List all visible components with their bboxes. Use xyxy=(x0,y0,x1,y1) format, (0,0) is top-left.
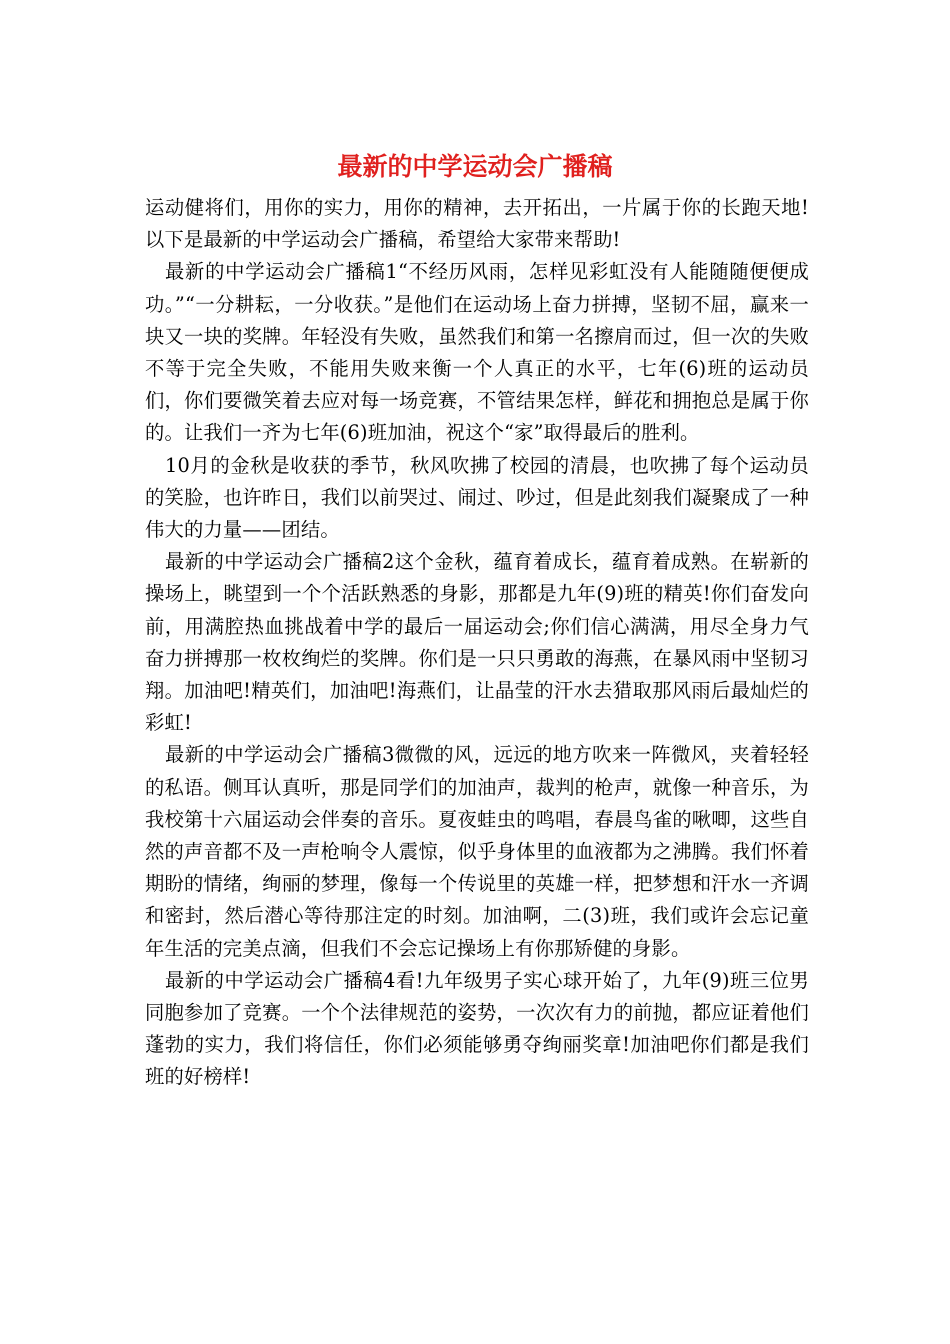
paragraph-broadcast-2: 最新的中学运动会广播稿2这个金秋，蕴育着成长，蕴育着成熟。在崭新的操场上，眺望到一个个活跃熟悉的身影，那都是九年(9)班的精英!你们奋发向前，用满腔热血挑战着中学的最后一届运动会;你们信心满满，用尽全身力气奋力拼搏那一枚枚绚烂的奖牌。你们是一只只勇敢的海燕，在暴风雨中坚韧习翔。加油吧!精英们，加油吧!海燕们，让晶莹的汗水去猎取那风雨后最灿烂的彩虹! xyxy=(145,550,809,735)
document-title: 最新的中学运动会广播稿 xyxy=(337,152,613,181)
paragraph-broadcast-1: 最新的中学运动会广播稿1“不经历风雨，怎样见彩虹没有人能随随便便成功。”“一分耕耘，一分收获。”是他们在运动场上奋力拼搏，坚韧不屈，赢来一块又一块的奖牌。年轻没有失败，虽然我们和第一名擦肩而过，但一次的失败不等于完全失败，不能用失败来衡一个人真正的水平，七年(6)班的运动员们，你们要微笑着去应对每一场竞赛，不管结果怎样，鲜花和拥抱总是属于你的。让我们一齐为七年(6)班加油，祝这个“家”取得最后的胜利。 xyxy=(145,260,809,445)
paragraph-autumn: 10月的金秋是收获的季节，秋风吹拂了校园的清晨，也吹拂了每个运动员的笑脸，也许昨日，我们以前哭过、闹过、吵过，但是此刻我们凝聚成了一种伟大的力量——团结。 xyxy=(145,453,809,542)
paragraph-broadcast-3: 最新的中学运动会广播稿3微微的风，远远的地方吹来一阵微风，夹着轻轻的私语。侧耳认真听，那是同学们的加油声，裁判的枪声，就像一种音乐，为我校第十六届运动会伴奏的音乐。夏夜蛙虫的鸣唱，春晨鸟雀的啾唧，这些自然的声音都不及一声枪响令人震惊，似乎身体里的血液都为之沸腾。我们怀着期盼的情绪，绚丽的梦理，像每一个传说里的英雄一样，把梦想和汗水一齐调和密封，然后潜心等待那注定的时刻。加油啊，二(3)班，我们或许会忘记童年生活的完美点滴，但我们不会忘记操场上有你那矫健的身影。 xyxy=(145,743,809,960)
document-body xyxy=(145,192,809,1094)
paragraph-intro: 运动健将们，用你的实力，用你的精神，去开拓出，一片属于你的长跑天地!以下是最新的中学运动会广播稿，希望给大家带来帮助! xyxy=(145,196,809,252)
paragraph-broadcast-4: 最新的中学运动会广播稿4看!九年级男子实心球开始了，九年(9)班三位男同胞参加了竞赛。一个个法律规范的姿势，一次次有力的前抛，都应证着他们蓬勃的实力，我们将信任，你们必须能够勇夺绚丽奖章!加油吧你们都是我们班的好榜样! xyxy=(145,968,809,1089)
